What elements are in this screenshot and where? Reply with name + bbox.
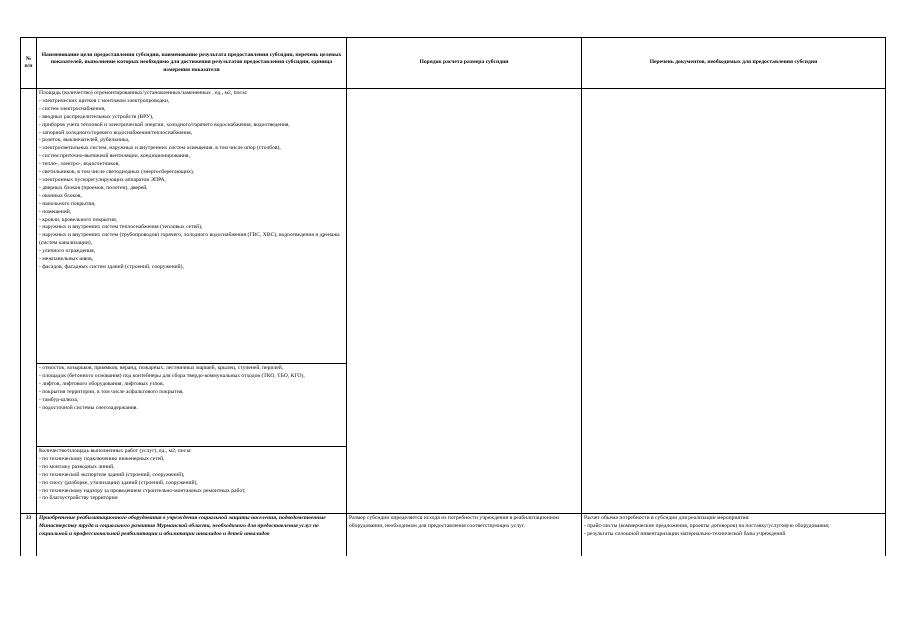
- list-item: - по сносу (разборке, утилизации) зданий (строений, сооружений),: [39, 479, 198, 486]
- header-docs: Перечень документов, необходимых для предоставления субсидии: [582, 38, 886, 89]
- list-item: - электронных пускорегулирующих аппаратов ЭПРА,: [39, 176, 166, 183]
- row-num-cell: [21, 89, 37, 514]
- block-c-cell: [37, 447, 347, 514]
- list-item: - по монтажу разводных линий,: [39, 463, 115, 470]
- list-item: - систем электроснабжения,: [39, 105, 106, 112]
- list-item: - напольного покрытия,: [39, 200, 96, 207]
- row-33-docs-line-3: - результаты сплошной инвентаризации материально-технической базы учреждений: [584, 530, 786, 537]
- block-c-list: [39, 448, 344, 503]
- list-item: - электрических щитков с монтажом электропроводки,: [39, 97, 170, 104]
- list-item: - отмосток, козырьков, приямков, веранд, пожарных, лестничных маршей, крылец, ступеней, перилей,: [39, 365, 284, 371]
- list-item: - наружных и внутренних систем теплоснабжения (тепловых сетей),: [39, 224, 203, 231]
- list-item: - по техническому подключению инженерных сетей,: [39, 455, 165, 462]
- header-num: № п/п: [21, 38, 37, 89]
- table-row-33: [21, 514, 886, 557]
- list-item: - лифтов, лифтового оборудования, лифтовых узлов,: [39, 380, 165, 387]
- list-item: - светильников, в том числе светодиодных (энергосберегающих),: [39, 169, 195, 176]
- list-item: - наружных и внутренних систем (трубопроводов) горячего, холодного водоснабжения (ГВС, ХВС), водоотведения и дренажа (систем канализации),: [39, 232, 340, 247]
- list-item: - площадок (бетонного основания) под контейнеры для сбора твердо-коммунальных отходов (ТКО, ТБО, КГО),: [39, 372, 305, 379]
- row-33-calc-text: Размер субсидии определяется исходя из потребности учреждения в реабилитационном оборудовании, необходимом для предоставления соответствующих услуг.: [349, 515, 559, 529]
- table-row: [21, 89, 886, 364]
- list-item: Количество/площадь выполненных работ (услуг), ед., м2, пог.м:: [39, 448, 192, 454]
- list-item: - по техническому надзору за проведением строительно-монтажных ремонтных работ,: [39, 487, 246, 494]
- row-33-name: [37, 514, 347, 557]
- table-header-row: [21, 38, 886, 89]
- list-item: - помещений,: [39, 208, 72, 215]
- list-item: - приборов учета тепловой и электрической энергии, холодного/горячего водоснабжения, водоотведения,: [39, 121, 290, 128]
- row-33-docs-line-2: - прайс-листы (коммерческие предложения, проекты договоров) на поставку/услуговую оборудования;: [584, 522, 830, 529]
- row-33-num: 33: [21, 514, 37, 557]
- list-item: - оконных блоков,: [39, 192, 82, 199]
- row-33-calc: [347, 514, 582, 557]
- block-a-cell: [37, 89, 347, 364]
- list-item: - запорной холодного/горячего водоснабжения/теплоснабжения,: [39, 129, 193, 136]
- list-item: - кровли, кровельного покрытия,: [39, 216, 118, 223]
- list-item: - систем приточно-вытяжной вентиляции, кондиционирования,: [39, 153, 190, 160]
- header-calc: Порядок расчета размера субсидии: [347, 38, 582, 89]
- list-item: - уличного ограждения,: [39, 248, 96, 255]
- list-item: - вводных распределительных устройств (ВРУ),: [39, 113, 154, 120]
- list-item: - по технической экспертизе зданий (строений, сооружений),: [39, 471, 185, 478]
- list-item: - межпанельных швов,: [39, 256, 94, 263]
- subsidy-table: [20, 37, 886, 556]
- header-name: Наименование цели предоставления субсидии, наименование результата предоставления субсидии, перечень целевых показателей, выполнение которых необходимо для достижения результатов предоставления субсидии, единица измерения показателя: [37, 38, 347, 89]
- row-33-docs-line-1: Расчет объема потребности в субсидии для реализации мероприятия:: [584, 515, 750, 521]
- block-b-cell: [37, 364, 347, 447]
- row-33-name-text: Приобретение реабилитационного оборудования в учреждения социальной защиты населения, подведомственные Министерству труда и социального развития Мурманской области, необходимого для предоставления услуг по социальной и профессиональной реабилитации и абилитации инвалидов и детей инвалидов: [39, 515, 326, 537]
- list-item: - розеток, выключателей, рубильника,: [39, 137, 130, 144]
- block-a-list: [39, 90, 344, 272]
- list-item: - электросветильных систем, наружных и внутренних систем освещения, в том числе опор (столбов),: [39, 145, 281, 152]
- list-item: - тепло-, электро-, водосчетчиков,: [39, 161, 120, 168]
- list-item: Площадь (количество) отремонтированных/установленных/замененных , ед., м2, пог.м:: [39, 90, 248, 96]
- docs-cell: [582, 89, 886, 514]
- list-item: - покрытия территории, в том числе асфальтового покрытия,: [39, 388, 184, 395]
- block-b-list: [39, 365, 344, 412]
- row-33-docs: [582, 514, 886, 557]
- calc-cell: [347, 89, 582, 514]
- list-item: - дверных блоков (проемов, полотен), дверей,: [39, 184, 148, 191]
- list-item: - подосточной системы снегозадержания.: [39, 404, 138, 411]
- list-item: - фасадов, фасадных систем зданий (строений, сооружений),: [39, 263, 184, 270]
- list-item: - по благоустройству территории: [39, 495, 118, 502]
- list-item: - тамбур-шлюза,: [39, 396, 79, 403]
